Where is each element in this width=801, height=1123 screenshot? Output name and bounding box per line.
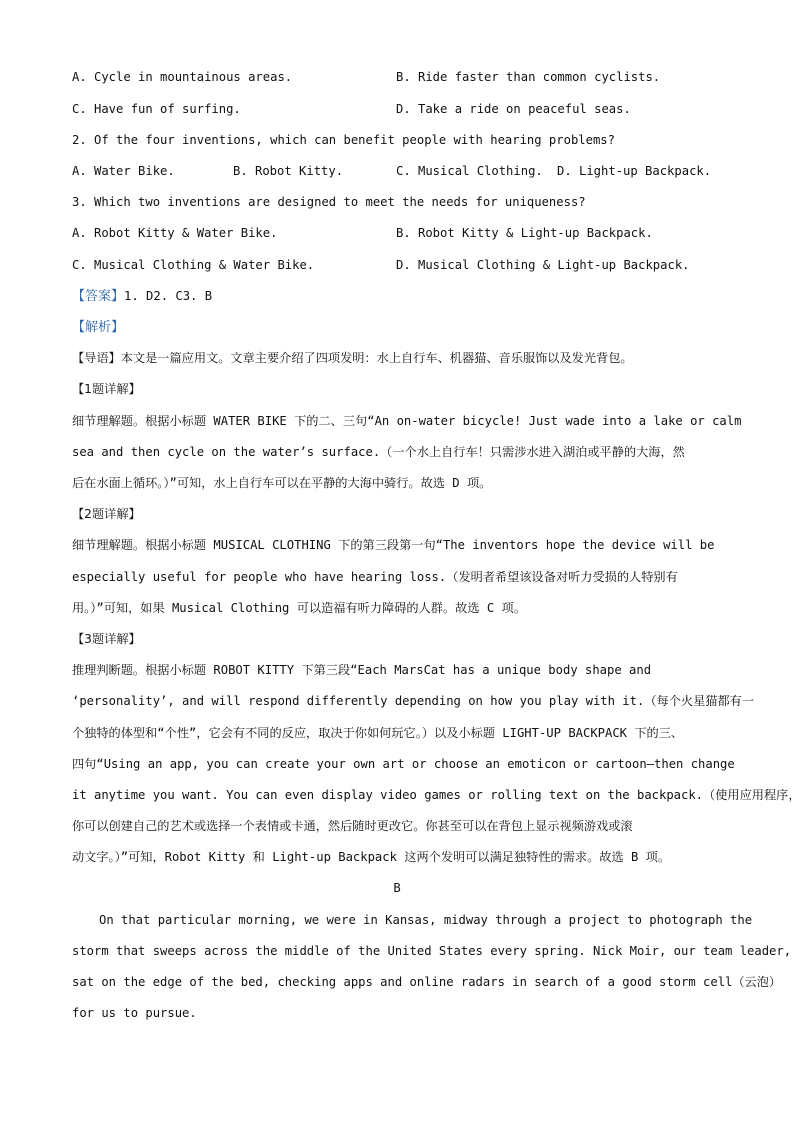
- q1-option-b: B. Ride faster than common cyclists.: [396, 70, 661, 84]
- q3-options-row-1: [72, 224, 724, 242]
- q3-option-b: B. Robot Kitty & Light-up Backpack.: [396, 226, 653, 240]
- detail3-line-6: 你可以创建自己的艺术或选择一个表情或卡通，然后随时更改它。你甚至可以在背包上显示视频游戏或滚: [72, 819, 633, 833]
- q1-option-a: A. Cycle in mountainous areas.: [72, 70, 293, 84]
- detail1-line-2: sea and then cycle on the water’s surface.（一个水上自行车！只需涉水进入湖泊或平静的大海，然: [72, 445, 685, 459]
- guide-text: 本文是一篇应用文。文章主要介绍了四项发明：水上自行车、机器猫、音乐服饰以及发光背包。: [120, 351, 633, 365]
- analysis-line: [72, 318, 724, 337]
- detail2-line-3: 用。）”可知，如果 Musical Clothing 可以造福有听力障碍的人群。故选 C 项。: [72, 601, 526, 615]
- q3-option-a: A. Robot Kitty & Water Bike.: [72, 226, 278, 240]
- passage-b-line-4: for us to pursue.: [72, 1006, 197, 1020]
- detail2-line-2: especially useful for people who have hearing loss.（发明者希望该设备对听力受损的人特别有: [72, 570, 678, 584]
- q2-option-a: A. Water Bike.: [72, 164, 175, 178]
- detail1-line-1: 细节理解题。根据小标题 WATER BIKE 下的二、三句“An on-water bicycle! Just wade into a lake or calm: [72, 414, 742, 428]
- detail1-line-3: 后在水面上循环。）”可知，水上自行车可以在平静的大海中骑行。故选 D 项。: [72, 476, 492, 490]
- passage-b-line-1: On that particular morning, we were in Kansas, midway through a project to photograph the: [99, 913, 753, 927]
- q2-option-d: D. Light-up Backpack.: [557, 164, 712, 178]
- detail2-line-1: 细节理解题。根据小标题 MUSICAL CLOTHING 下的第三段第一句“The inventors hope the device will be: [72, 538, 715, 552]
- q2-question: 2. Of the four inventions, which can benefit people with hearing problems?: [72, 133, 615, 147]
- q2-option-c: C. Musical Clothing.: [396, 164, 543, 178]
- q3-question: 3. Which two inventions are designed to meet the needs for uniqueness?: [72, 195, 586, 209]
- detail3-line-3: 个独特的体型和“个性”，它会有不同的反应，取决于你如何玩它。）以及小标题 LIGHT-UP BACKPACK 下的三、: [72, 726, 684, 740]
- passage-b-line-3: sat on the edge of the bed, checking apps and online radars in search of a good storm cell（云泡）: [72, 975, 782, 989]
- q1-option-c: C. Have fun of surfing.: [72, 102, 241, 116]
- guide-line: [72, 349, 724, 367]
- detail1-label: 【1题详解】: [72, 382, 141, 396]
- detail3-line-7: 动文字。）”可知，Robot Kitty 和 Light-up Backpack 这两个发明可以满足独特性的需求。故选 B 项。: [72, 850, 671, 864]
- q1-option-d: D. Take a ride on peaceful seas.: [396, 102, 631, 116]
- section-b-heading: B: [393, 881, 401, 895]
- q2-options-row: [72, 162, 724, 180]
- q2-option-b: B. Robot Kitty.: [233, 164, 344, 178]
- detail3-line-4: 四句“Using an app, you can create your own art or choose an emoticon or cartoon—then change: [72, 757, 735, 771]
- q3-option-d: D. Musical Clothing & Light-up Backpack.: [396, 258, 690, 272]
- detail3-label: 【3题详解】: [72, 632, 141, 646]
- answer-line: [72, 287, 724, 306]
- answer-text: 1. D2. C3. B: [124, 289, 213, 303]
- guide-label: 【导语】: [72, 351, 121, 365]
- detail2-label: 【2题详解】: [72, 507, 141, 521]
- passage-b-line-2: storm that sweeps across the middle of the United States every spring. Nick Moir, our team leader,: [72, 944, 792, 958]
- q3-option-c: C. Musical Clothing & Water Bike.: [72, 258, 315, 272]
- q1-options-row-1: [72, 68, 724, 86]
- q3-options-row-2: [72, 256, 724, 274]
- answer-label: 【答案】: [72, 289, 125, 304]
- detail3-line-2: ‘personality’, and will respond differently depending on how you play with it.（每个火星猫都有一: [72, 694, 755, 708]
- analysis-label: 【解析】: [72, 320, 125, 335]
- q1-options-row-2: [72, 100, 724, 118]
- detail3-line-5: it anytime you want. You can even display video games or rolling text on the backpack.（使用应用程序，: [72, 788, 801, 802]
- detail3-line-1: 推理判断题。根据小标题 ROBOT KITTY 下第三段“Each MarsCat has a unique body shape and: [72, 663, 652, 677]
